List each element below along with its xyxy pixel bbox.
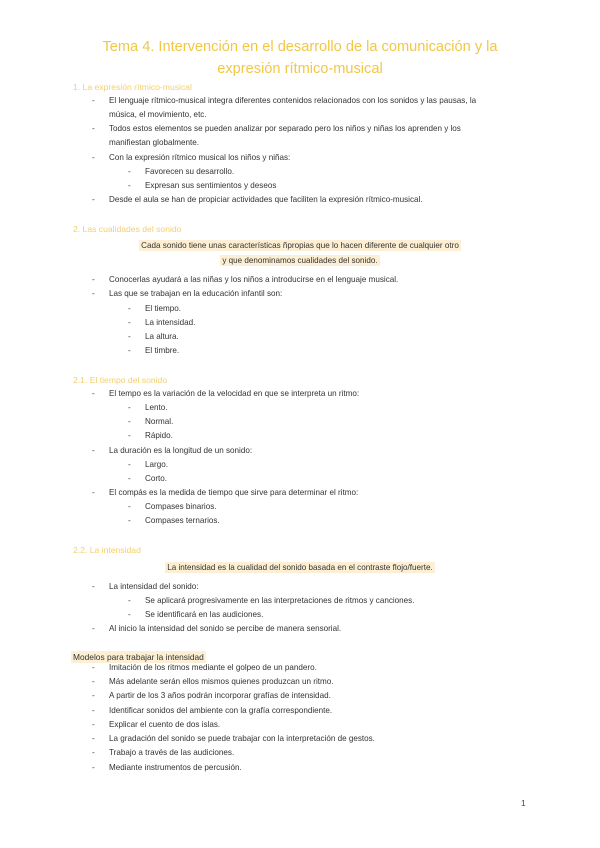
sub-bullet-dash: - <box>128 403 131 412</box>
sub-bullet-dash: - <box>128 346 131 355</box>
sub-bullet-dash: - <box>128 181 131 190</box>
bullet-dash: - <box>92 195 95 204</box>
list-item: A partir de los 3 años podrán incorporar grafías de intensidad. <box>109 691 331 700</box>
page-number: 1 <box>521 798 526 808</box>
sub-bullet-text: La altura. <box>145 332 179 341</box>
sub-bullet-text: El timbre. <box>145 346 180 355</box>
bullet-text: Desde el aula se han de propiciar actividades que faciliten la expresión rítmico-musical. <box>109 195 423 204</box>
sub-bullet-dash: - <box>128 318 131 327</box>
highlight-text: y que denominamos cualidades del sonido. <box>222 256 378 265</box>
list-item: Explicar el cuento de dos islas. <box>109 720 221 729</box>
sub-bullet-dash: - <box>128 304 131 313</box>
bullet-dash: - <box>92 624 95 633</box>
section-heading-1: 1. La expresión rítmico-musical <box>73 82 192 92</box>
sub-bullet-text: Largo. <box>145 460 168 469</box>
bullet-dash: - <box>92 677 95 686</box>
bullet-text: manifiestan globalmente. <box>109 138 199 147</box>
bullet-dash: - <box>92 691 95 700</box>
sub-bullet-dash: - <box>128 516 131 525</box>
list-item: Mediante instrumentos de percusión. <box>109 763 242 772</box>
sub-bullet-text: Favorecen su desarrollo. <box>145 167 235 176</box>
bullet-dash: - <box>92 734 95 743</box>
sub-bullet-text: Compases binarios. <box>145 502 217 511</box>
bullet-dash: - <box>92 96 95 105</box>
sub-bullet-text: Normal. <box>145 417 174 426</box>
list-item: Identificar sonidos del ambiente con la grafía correspondiente. <box>109 706 333 715</box>
sub-bullet-dash: - <box>128 431 131 440</box>
sub-bullet-text: Se aplicará progresivamente en las interpretaciones de ritmos y canciones. <box>145 596 415 605</box>
sub-bullet-text: Se identificará en las audiciones. <box>145 610 264 619</box>
bullet-dash: - <box>92 289 95 298</box>
bullet-dash: - <box>92 706 95 715</box>
sub-bullet-text: La intensidad. <box>145 318 196 327</box>
sub-bullet-dash: - <box>128 332 131 341</box>
sub-bullet-text: El tiempo. <box>145 304 181 313</box>
bullet-text: Las que se trabajan en la educación infantil son: <box>109 289 283 298</box>
highlight-text: Cada sonido tiene unas características ñpropias que lo hacen diferente de cualquier otro <box>141 241 459 250</box>
sub-bullet-text: Rápido. <box>145 431 173 440</box>
bullet-text: El lenguaje rítmico-musical integra diferentes contenidos relacionados con los sonidos y las pausas, la <box>109 96 477 105</box>
sub-bullet-text: Lento. <box>145 403 168 412</box>
sub-bullet-dash: - <box>128 474 131 483</box>
page-title <box>60 36 540 80</box>
bullet-dash: - <box>92 763 95 772</box>
highlight-line-2 <box>0 253 600 269</box>
section-heading-2-1: 2.1. El tiempo del sonido <box>73 375 168 385</box>
title-line-1: Tema 4. Intervención en el desarrollo de la comunicación y la <box>102 39 498 55</box>
section-heading-2: 2. Las cualidades del sonido <box>73 224 182 234</box>
highlight-line-1 <box>0 238 600 254</box>
bullet-dash: - <box>92 582 95 591</box>
title-line-2: expresión rítmico-musical <box>217 61 383 77</box>
bullet-dash: - <box>92 446 95 455</box>
sub-bullet-dash: - <box>128 167 131 176</box>
bullet-text: música, el movimiento, etc. <box>109 110 207 119</box>
sub-bullet-text: Compases ternarios. <box>145 516 220 525</box>
bullet-text: La duración es la longitud de un sonido: <box>109 446 253 455</box>
sub-bullet-text: Expresan sus sentimientos y deseos <box>145 181 277 190</box>
section-heading-2-2: 2.2. La intensidad <box>73 545 141 555</box>
bullet-dash: - <box>92 275 95 284</box>
list-item: La gradación del sonido se puede trabajar con la interpretación de gestos. <box>109 734 375 743</box>
models-heading: Modelos para trabajar la intensidad <box>73 652 204 662</box>
list-item: Imitación de los ritmos mediante el golpeo de un pandero. <box>109 663 317 672</box>
sub-bullet-dash: - <box>128 417 131 426</box>
highlight-text: La intensidad es la cualidad del sonido basada en el contraste flojo/fuerte. <box>167 563 433 572</box>
bullet-text: Con la expresión rítmico musical los niños y niñas: <box>109 153 291 162</box>
bullet-text: Al inicio la intensidad del sonido se percibe de manera sensorial. <box>109 624 342 633</box>
bullet-dash: - <box>92 389 95 398</box>
bullet-dash: - <box>92 153 95 162</box>
bullet-dash: - <box>92 720 95 729</box>
bullet-text: La intensidad del sonido: <box>109 582 199 591</box>
list-item: Más adelante serán ellos mismos quienes produzcan un ritmo. <box>109 677 334 686</box>
bullet-dash: - <box>92 748 95 757</box>
bullet-text: Conocerlas ayudará a las niñas y los niños a introducirse en el lenguaje musical. <box>109 275 399 284</box>
bullet-text: El tempo es la variación de la velocidad en que se interpreta un ritmo: <box>109 389 360 398</box>
highlight-line <box>0 560 600 576</box>
sub-bullet-dash: - <box>128 460 131 469</box>
bullet-dash: - <box>92 124 95 133</box>
list-item: Trabajo a través de las audiciones. <box>109 748 235 757</box>
bullet-dash: - <box>92 488 95 497</box>
bullet-text: El compás es la medida de tiempo que sirve para determinar el ritmo: <box>109 488 359 497</box>
sub-bullet-dash: - <box>128 502 131 511</box>
sub-bullet-text: Corto. <box>145 474 168 483</box>
sub-bullet-dash: - <box>128 596 131 605</box>
bullet-dash: - <box>92 663 95 672</box>
bullet-text: Todos estos elementos se pueden analizar por separado pero los niños y niñas los aprenden y los <box>109 124 461 133</box>
sub-bullet-dash: - <box>128 610 131 619</box>
